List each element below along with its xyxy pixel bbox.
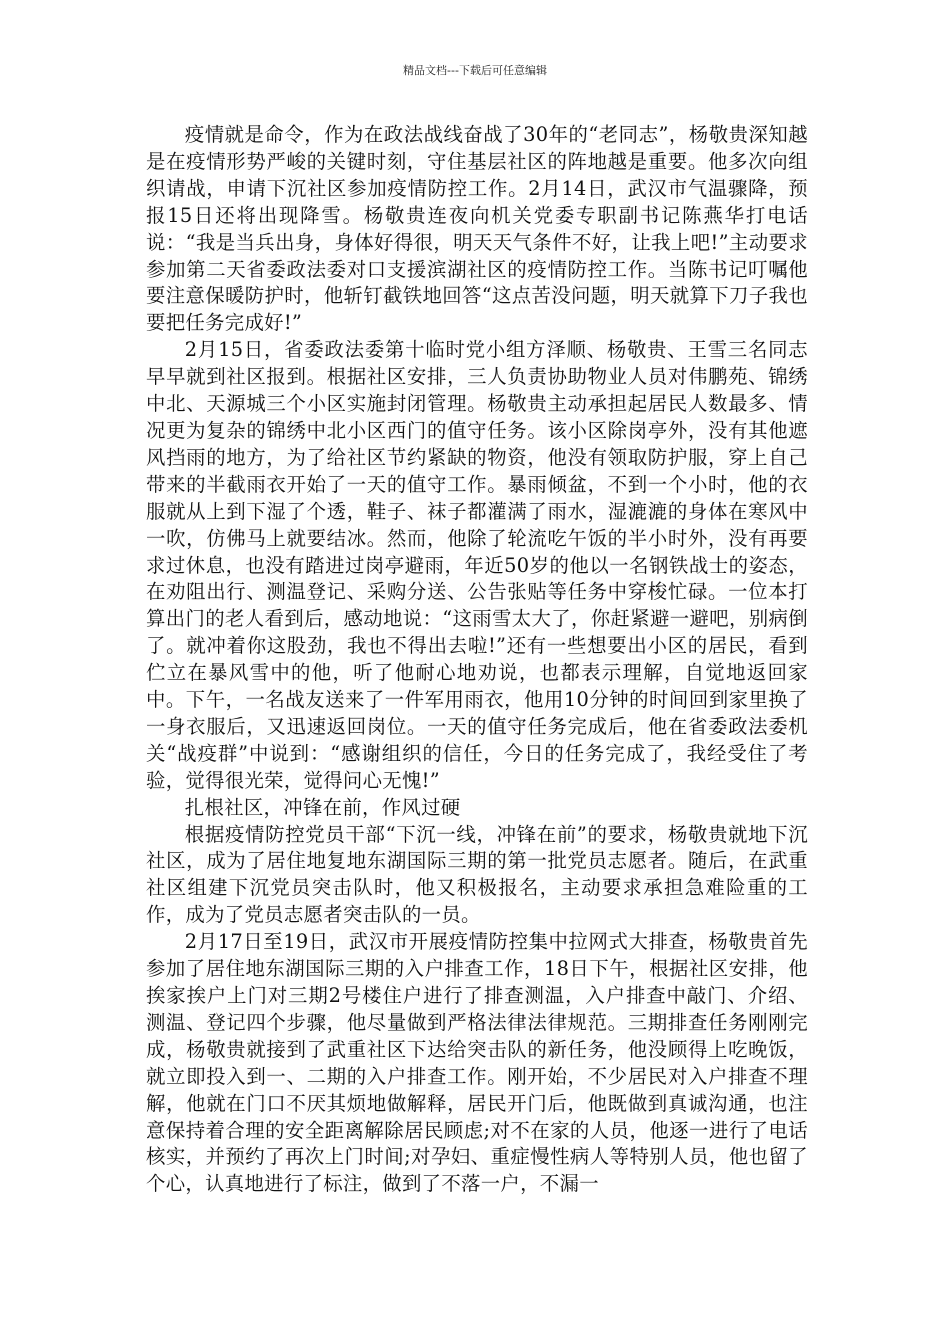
- page-header: 精品文档---下载后可任意编辑: [403, 64, 547, 77]
- paragraph: 2月17日至19日，武汉市开展疫情防控集中拉网式大排查，杨敬贵首先参加了居住地东湖国际三期的入户排查工作，18日下午，根据社区安排，他挨家挨户上门对三期2号楼住户进行了排查测温，入户排查中敲门、介绍、测温、登记四个步骤，他尽量做到严格法律法律规范。三期排查任务刚刚完成，杨敬贵就接到了武重社区下达给突击队的新任务，他没顾得上吃晚饭，就立即投入到一、二期的入户排查工作。刚开始，不少居民对入户排查不理解，他就在门口不厌其烦地做解释，居民开门后，他既做到真诚沟通，也注意保持着合理的安全距离解除居民顾虑;对不在家的人员，他逐一进行了电话核实，并预约了再次上门时间;对孕妇、重症慢性病人等特别人员，他也留了个心，认真地进行了标注，做到了不落一户，不漏一: [146, 930, 808, 1196]
- document-body: [146, 122, 808, 1198]
- paragraph: 根据疫情防控党员干部“下沉一线，冲锋在前”的要求，杨敬贵就地下沉社区，成为了居住地复地东湖国际三期的第一批党员志愿者。随后，在武重社区组建下沉党员突击队时，他又积极报名，主动要求承担急难险重的工作，成为了党员志愿者突击队的一员。: [146, 822, 808, 927]
- section-heading: 扎根社区，冲锋在前，作风过硬: [184, 795, 461, 819]
- paragraph: 疫情就是命令，作为在政法战线奋战了30年的“老同志”，杨敬贵深知越是在疫情形势严峻的关键时刻，守住基层社区的阵地越是重要。他多次向组织请战，申请下沉社区参加疫情防控工作。2月14日，武汉市气温骤降，预报15日还将出现降雪。杨敬贵连夜向机关党委专职副书记陈燕华打电话说：“我是当兵出身，身体好得很，明天天气条件不好，让我上吧!”主动要求参加第二天省委政法委对口支援滨湖社区的疫情防控工作。当陈书记叮嘱他要注意保暖防护时，他斩钉截铁地回答“这点苦没问题，明天就算下刀子我也要把任务完成好!”: [146, 123, 808, 335]
- paragraph: 2月15日，省委政法委第十临时党小组方泽顺、杨敬贵、王雪三名同志早早就到社区报到。根据社区安排，三人负责协助物业人员对伟鹏苑、锦绣中北、天源城三个小区实施封闭管理。杨敬贵主动承担起居民人数最多、情况更为复杂的锦绣中北小区西门的值守任务。该小区除岗亭外，没有其他遮风挡雨的地方，为了给社区节约紧缺的物资，他没有领取防护服，穿上自己带来的半截雨衣开始了一天的值守工作。暴雨倾盆，不到一个小时，他的衣服就从上到下湿了个透，鞋子、袜子都灌满了雨水，湿漉漉的身体在寒风中一吹，仿佛马上就要结冰。然而，他除了轮流吃午饭的半小时外，没有再要求过休息，也没有踏进过岗亭避雨，年近50岁的他以一名钢铁战士的姿态，在劝阻出行、测温登记、采购分送、公告张贴等任务中穿梭忙碌。一位本打算出门的老人看到后，感动地说：“这雨雪太大了，你赶紧避一避吧，别病倒了。就冲着你这股劲，我也不得出去啦!”还有一些想要出小区的居民，看到伫立在暴风雪中的他，听了他耐心地劝说，也都表示理解，自觉地返回家中。下午，一名战友送来了一件军用雨衣，他用10分钟的时间回到家里换了一身衣服后，又迅速返回岗位。一天的值守任务完成后，他在省委政法委机关“战疫群”中说到：“感谢组织的信任，今日的任务完成了，我经受住了考验，觉得很光荣，觉得问心无愧!”: [146, 338, 808, 792]
